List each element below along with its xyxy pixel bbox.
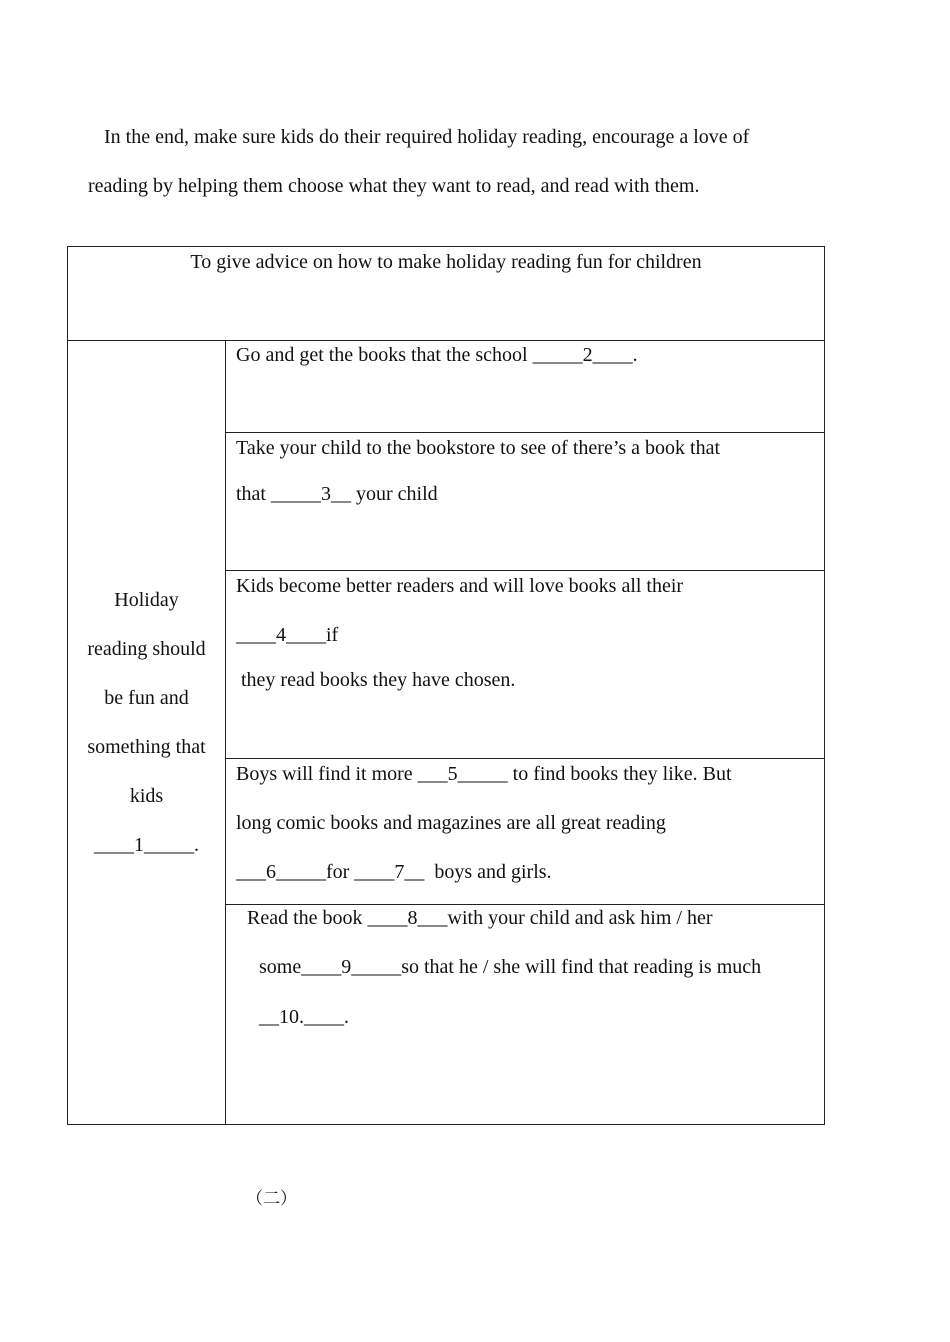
left-line: reading should — [87, 638, 206, 660]
row-text: some____9_____so that he / she will find that reading is much — [259, 956, 762, 978]
left-line: ____1_____. — [94, 834, 199, 856]
row-text: Read the book ____8___with your child and ask him / her — [247, 907, 713, 929]
table-header — [68, 247, 824, 341]
left-line: Holiday — [114, 589, 179, 611]
table-row — [226, 571, 824, 759]
table-row — [226, 340, 824, 433]
row-text: they read books they have chosen. — [236, 669, 516, 691]
left-line: be fun and — [104, 687, 189, 709]
summary-table — [67, 246, 825, 1125]
row-text: Take your child to the bookstore to see of there’s a book that — [236, 437, 721, 459]
row-text: ____4____if — [236, 624, 339, 646]
row-text: that _____3__ your child — [236, 483, 438, 505]
table-row — [226, 905, 824, 1124]
left-line: something that — [87, 736, 206, 758]
intro-line: reading by helping them choose what they want to read, and read with them. — [88, 175, 700, 197]
table-header-text: To give advice on how to make holiday reading fun for children — [190, 251, 702, 273]
row-text: __10.____. — [259, 1006, 349, 1028]
row-text: ___6_____for ____7__ boys and girls. — [236, 861, 552, 883]
section-marker: （二） — [246, 1189, 297, 1209]
table-row — [226, 759, 824, 905]
row-text: Boys will find it more ___5_____ to find books they like. But — [236, 763, 732, 785]
row-text: long comic books and magazines are all great reading — [236, 812, 666, 834]
left-column-text — [68, 576, 225, 870]
row-text: Go and get the books that the school _____2____. — [236, 344, 638, 366]
row-text: Kids become better readers and will love books all their — [236, 575, 684, 597]
left-column-cell — [68, 340, 226, 1124]
table-row — [226, 433, 824, 571]
intro-line: In the end, make sure kids do their required holiday reading, encourage a love of — [104, 126, 750, 148]
left-line: kids — [129, 785, 164, 807]
